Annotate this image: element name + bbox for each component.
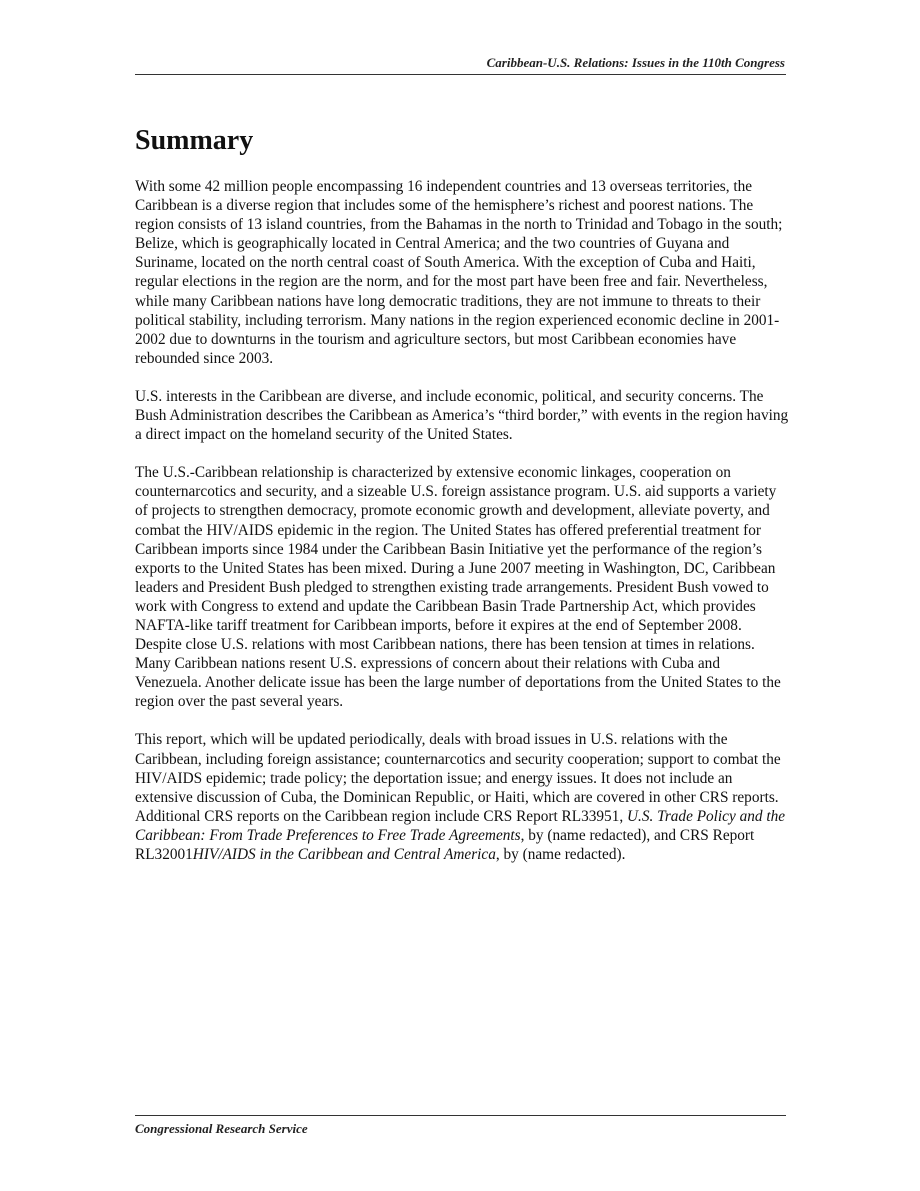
- summary-body: [135, 177, 790, 883]
- summary-paragraph-2: U.S. interests in the Caribbean are diverse, and include economic, political, and security concerns. The Bush Administration describes the Caribbean as America’s “third border,” with events in the region having a direct impact on the homeland security of the United States.: [135, 387, 789, 444]
- page-footer: [135, 1115, 786, 1137]
- running-header: [135, 56, 786, 75]
- summary-paragraph-1: With some 42 million people encompassing 16 independent countries and 13 overseas territories, the Caribbean is a diverse region that includes some of the hemisphere’s richest and poorest nations. The region consists of 13 island countries, from the Bahamas in the north to Trinidad and Tobago in the south; Belize, which is geographically located in Central America; and the two countries of Guyana and Suriname, located on the north central coast of South America. With the exception of Cuba and Haiti, regular elections in the region are the norm, and for the most part have been free and fair. Nevertheless, while many Caribbean nations have long democratic traditions, they are not immune to threats to their political stability, including terrorism. Many nations in the region experienced economic decline in 2001-2002 due to downturns in the tourism and agriculture sectors, but most Caribbean economies have rebounded since 2003.: [135, 178, 783, 367]
- page-title: Summary: [135, 125, 254, 156]
- running-title: Caribbean-U.S. Relations: Issues in the 110th Congress: [486, 55, 785, 70]
- paragraph-4-lead: This report, which will be updated periodically, deals with broad issues in U.S. relations with the Caribbean, including foreign assistance; counternarcotics and security cooperation; support to combat the HIV/AIDS epidemic; trade policy; the deportation issue; and energy issues. It does not include an extensive discussion of Cuba, the Dominican Republic, or Haiti, which are covered in other CRS reports. Additional CRS reports on the Caribbean region include CRS Report RL33951,: [135, 731, 781, 825]
- paragraph-4-mid: , by (name redacted), and CRS Report RL32001: [135, 826, 755, 863]
- summary-paragraph-3: The U.S.-Caribbean relationship is characterized by extensive economic linkages, cooperation on counternarcotics and security, and a sizeable U.S. foreign assistance program. U.S. aid supports a variety of projects to strengthen democracy, promote economic growth and development, alleviate poverty, and combat the HIV/AIDS epidemic in the region. The United States has offered preferential treatment for Caribbean imports since 1984 under the Caribbean Basin Initiative yet the performance of the region’s exports to the United States has been mixed. During a June 2007 meeting in Washington, DC, Caribbean leaders and President Bush pledged to strengthen existing trade arrangements. President Bush vowed to work with Congress to extend and update the Caribbean Basin Trade Partnership Act, which provides NAFTA-like tariff treatment for Caribbean imports, before it expires at the end of September 2008. Despite close U.S. relations with most Caribbean nations, there has been tension at times in relations. Many Caribbean nations resent U.S. expressions of concern about their relations with Cuba and Venezuela. Another delicate issue has been the large number of deportations from the United States to the region over the past several years.: [135, 464, 781, 711]
- report-title-trade-policy: U.S. Trade Policy and the Caribbean: From Trade Preferences to Free Trade Agreements: [135, 807, 786, 844]
- paragraph-4-tail: , by (name redacted).: [495, 846, 626, 863]
- footer-publisher: Congressional Research Service: [135, 1121, 308, 1136]
- summary-paragraph-4: [135, 730, 790, 864]
- report-title-hiv-aids: HIV/AIDS in the Caribbean and Central America: [192, 846, 496, 863]
